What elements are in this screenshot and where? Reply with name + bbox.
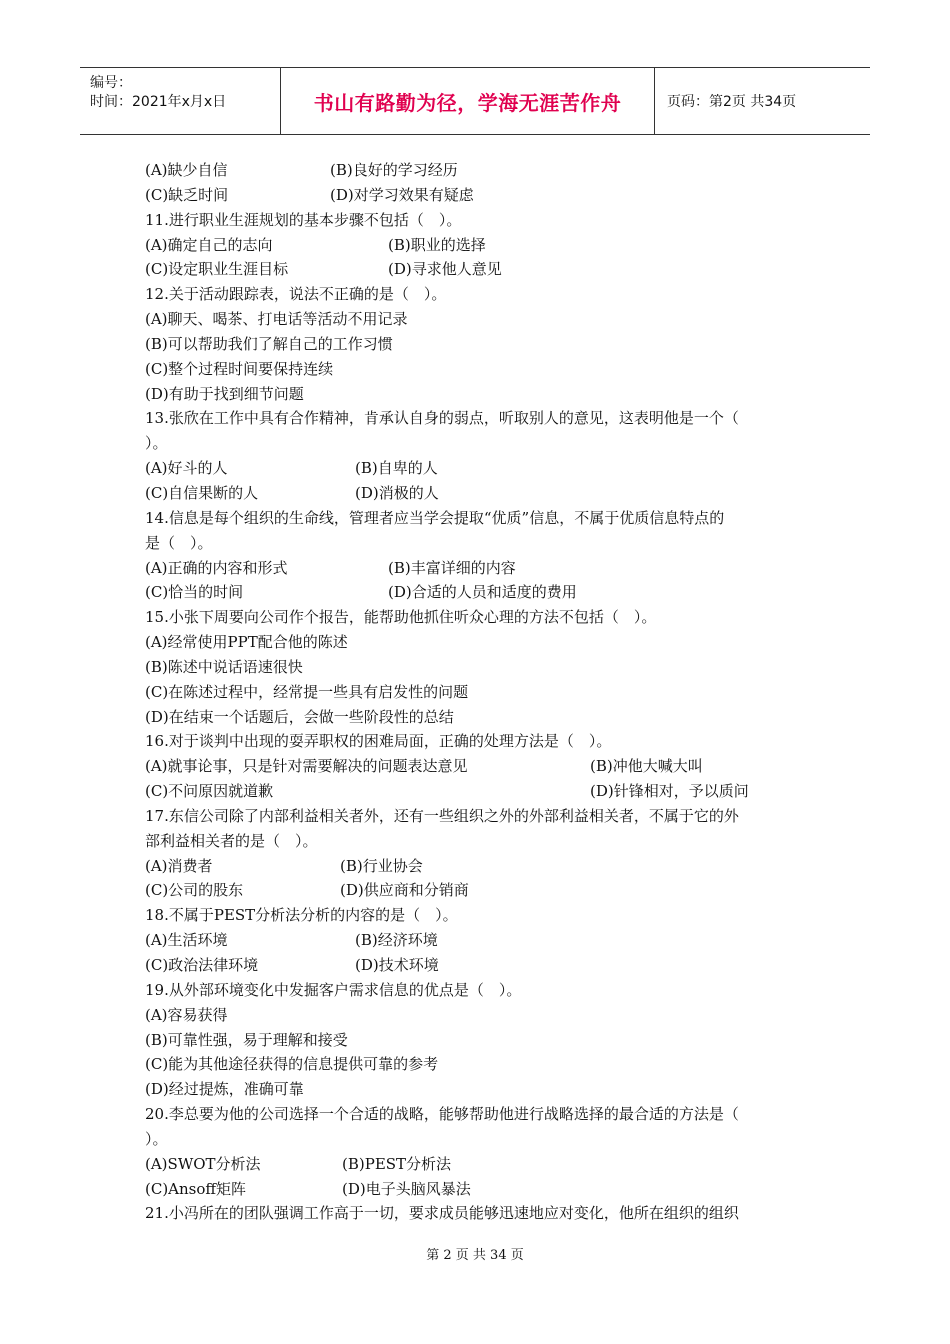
text-line (145, 878, 810, 903)
text-line (145, 779, 810, 804)
line-text: 20.李总要为他的公司选择一个合适的战略，能够帮助他进行战略选择的最合适的方法是（ (145, 1105, 739, 1124)
line-text: (A)经常使用PPT配合他的陈述 (145, 633, 348, 652)
line-text: 13.张欣在工作中具有合作精神，肯承认自身的弱点，听取别人的意见，这表明他是一个（ (145, 409, 739, 428)
text-line (145, 183, 810, 208)
line-text: ）。 (145, 1129, 168, 1148)
text-line (145, 1077, 810, 1102)
text-line (145, 1201, 810, 1226)
option-text: (D)针锋相对，予以质问 (590, 782, 749, 801)
text-line (145, 978, 810, 1003)
text-line (145, 208, 810, 233)
text-line (145, 1102, 810, 1127)
text-line (145, 580, 810, 605)
text-line (145, 1003, 810, 1028)
line-text: (C)在陈述过程中，经常提一些具有启发性的问题 (145, 682, 469, 701)
text-line (145, 481, 810, 506)
line-text: (B)可靠性强，易于理解和接受 (145, 1030, 348, 1049)
line-text: ）。 (145, 434, 168, 453)
line-text: 19.从外部环境变化中发掘客户需求信息的优点是（ ）。 (145, 980, 522, 999)
option-text: (D)技术环境 (355, 956, 439, 974)
document-header (80, 67, 870, 135)
text-line (145, 804, 810, 829)
text-line (145, 456, 810, 481)
text-line (145, 680, 810, 705)
option-text: (D)对学习效果有疑虑 (330, 185, 474, 204)
text-line (145, 953, 810, 978)
text-line (145, 406, 810, 431)
line-text: (C)自信果断的人 (145, 483, 259, 502)
text-line (145, 158, 810, 183)
line-text: (A)好斗的人 (145, 459, 228, 478)
line-text: (C)能为其他途径获得的信息提供可靠的参考 (145, 1055, 439, 1074)
question-body (145, 158, 810, 1226)
line-text: (C)设定职业生涯目标 (145, 260, 289, 279)
option-text: (D)电子头脑风暴法 (342, 1179, 471, 1198)
option-text: (D)合适的人员和适度的费用 (388, 583, 577, 602)
line-text: (C)政治法律环境 (145, 956, 259, 974)
text-line (145, 382, 810, 407)
line-text: (C)恰当的时间 (145, 583, 244, 602)
text-line (145, 282, 810, 307)
header-meta (80, 68, 280, 134)
text-line (145, 1127, 810, 1152)
header-motto (280, 68, 655, 134)
text-line (145, 903, 810, 928)
line-text: (D)有助于找到细节问题 (145, 384, 304, 403)
line-text: (A)就事论事，只是针对需要解决的问题表达意见 (145, 757, 468, 776)
option-text: (B)PEST分析法 (342, 1154, 452, 1173)
line-text: 11.进行职业生涯规划的基本步骤不包括（ ）。 (145, 210, 462, 229)
code-label: 编号： (90, 75, 132, 91)
text-line (145, 257, 810, 282)
option-text: (D)供应商和分销商 (340, 881, 469, 900)
text-line (145, 655, 810, 680)
line-text: (A)确定自己的志向 (145, 235, 273, 254)
option-text: (B)经济环境 (355, 931, 438, 950)
text-line (145, 506, 810, 531)
line-text: 16.对于谈判中出现的耍弄职权的困难局面，正确的处理方法是（ ）。 (145, 732, 612, 751)
line-text: (C)缺乏时间 (145, 185, 229, 204)
line-text: (B)陈述中说话语速很快 (145, 657, 303, 676)
option-text: (D)消极的人 (355, 483, 439, 502)
text-line (145, 556, 810, 581)
line-text: (D)经过提炼，准确可靠 (145, 1080, 304, 1099)
text-line (145, 729, 810, 754)
line-text: (A)SWOT分析法 (145, 1154, 261, 1173)
time-label: 时间：2021年x月x日 (90, 94, 227, 110)
text-line (145, 431, 810, 456)
line-text: (A)聊天、喝茶、打电话等活动不用记录 (145, 310, 408, 329)
header-page-info (655, 68, 870, 134)
page-footer: 第 2 页 共 34 页 (426, 1248, 524, 1263)
line-text: 12.关于活动跟踪表，说法不正确的是（ ）。 (145, 285, 447, 304)
line-text: 18.不属于PEST分析法分析的内容的是（ ）。 (145, 906, 458, 925)
page-info-text: 页码：第2页 共34页 (667, 94, 797, 110)
text-line (145, 928, 810, 953)
text-line (145, 233, 810, 258)
line-text: (D)在结束一个话题后，会做一些阶段性的总结 (145, 707, 454, 726)
line-text: 部利益相关者的是（ ）。 (145, 831, 318, 850)
line-text: (A)缺少自信 (145, 161, 228, 179)
option-text: (B)冲他大喊大叫 (590, 757, 703, 776)
option-text: (B)职业的选择 (388, 235, 486, 254)
line-text: (B)可以帮助我们了解自己的工作习惯 (145, 334, 393, 353)
text-line (145, 1052, 810, 1077)
motto-text: 书山有路勤为径，学海无涯苦作舟 (313, 90, 622, 115)
text-line (145, 630, 810, 655)
line-text: (A)消费者 (145, 856, 213, 875)
text-line (145, 754, 810, 779)
text-line (145, 307, 810, 332)
option-text: (B)良好的学习经历 (330, 161, 458, 179)
line-text: (A)生活环境 (145, 931, 228, 950)
text-line (145, 1028, 810, 1053)
option-text: (D)寻求他人意见 (388, 260, 502, 279)
line-text: (A)正确的内容和形式 (145, 558, 288, 577)
text-line (145, 854, 810, 879)
line-text: 14.信息是每个组织的生命线，管理者应当学会提取“优质”信息，不属于优质信息特点的 (145, 508, 725, 527)
line-text: (C)不问原因就道歉 (145, 782, 274, 801)
text-line (145, 829, 810, 854)
line-text: (A)容易获得 (145, 1005, 228, 1024)
text-line (145, 357, 810, 382)
line-text: 21.小冯所在的团队强调工作高于一切，要求成员能够迅速地应对变化，他所在组织的组织 (145, 1204, 739, 1223)
line-text: 是（ ）。 (145, 533, 213, 552)
text-line (145, 605, 810, 630)
line-text: 15.小张下周要向公司作个报告，能帮助他抓住听众心理的方法不包括（ ）。 (145, 608, 657, 627)
option-text: (B)行业协会 (340, 856, 423, 875)
text-line (145, 531, 810, 556)
text-line (145, 332, 810, 357)
option-text: (B)丰富详细的内容 (388, 558, 516, 577)
text-line (145, 1177, 810, 1202)
line-text: (C)Ansoff矩阵 (145, 1179, 247, 1198)
line-text: (C)整个过程时间要保持连续 (145, 359, 334, 378)
text-line (145, 705, 810, 730)
line-text: (C)公司的股东 (145, 881, 244, 900)
line-text: 17.东信公司除了内部利益相关者外，还有一些组织之外的外部利益相关者，不属于它的外 (145, 806, 739, 825)
text-line (145, 1152, 810, 1177)
option-text: (B)自卑的人 (355, 459, 438, 478)
